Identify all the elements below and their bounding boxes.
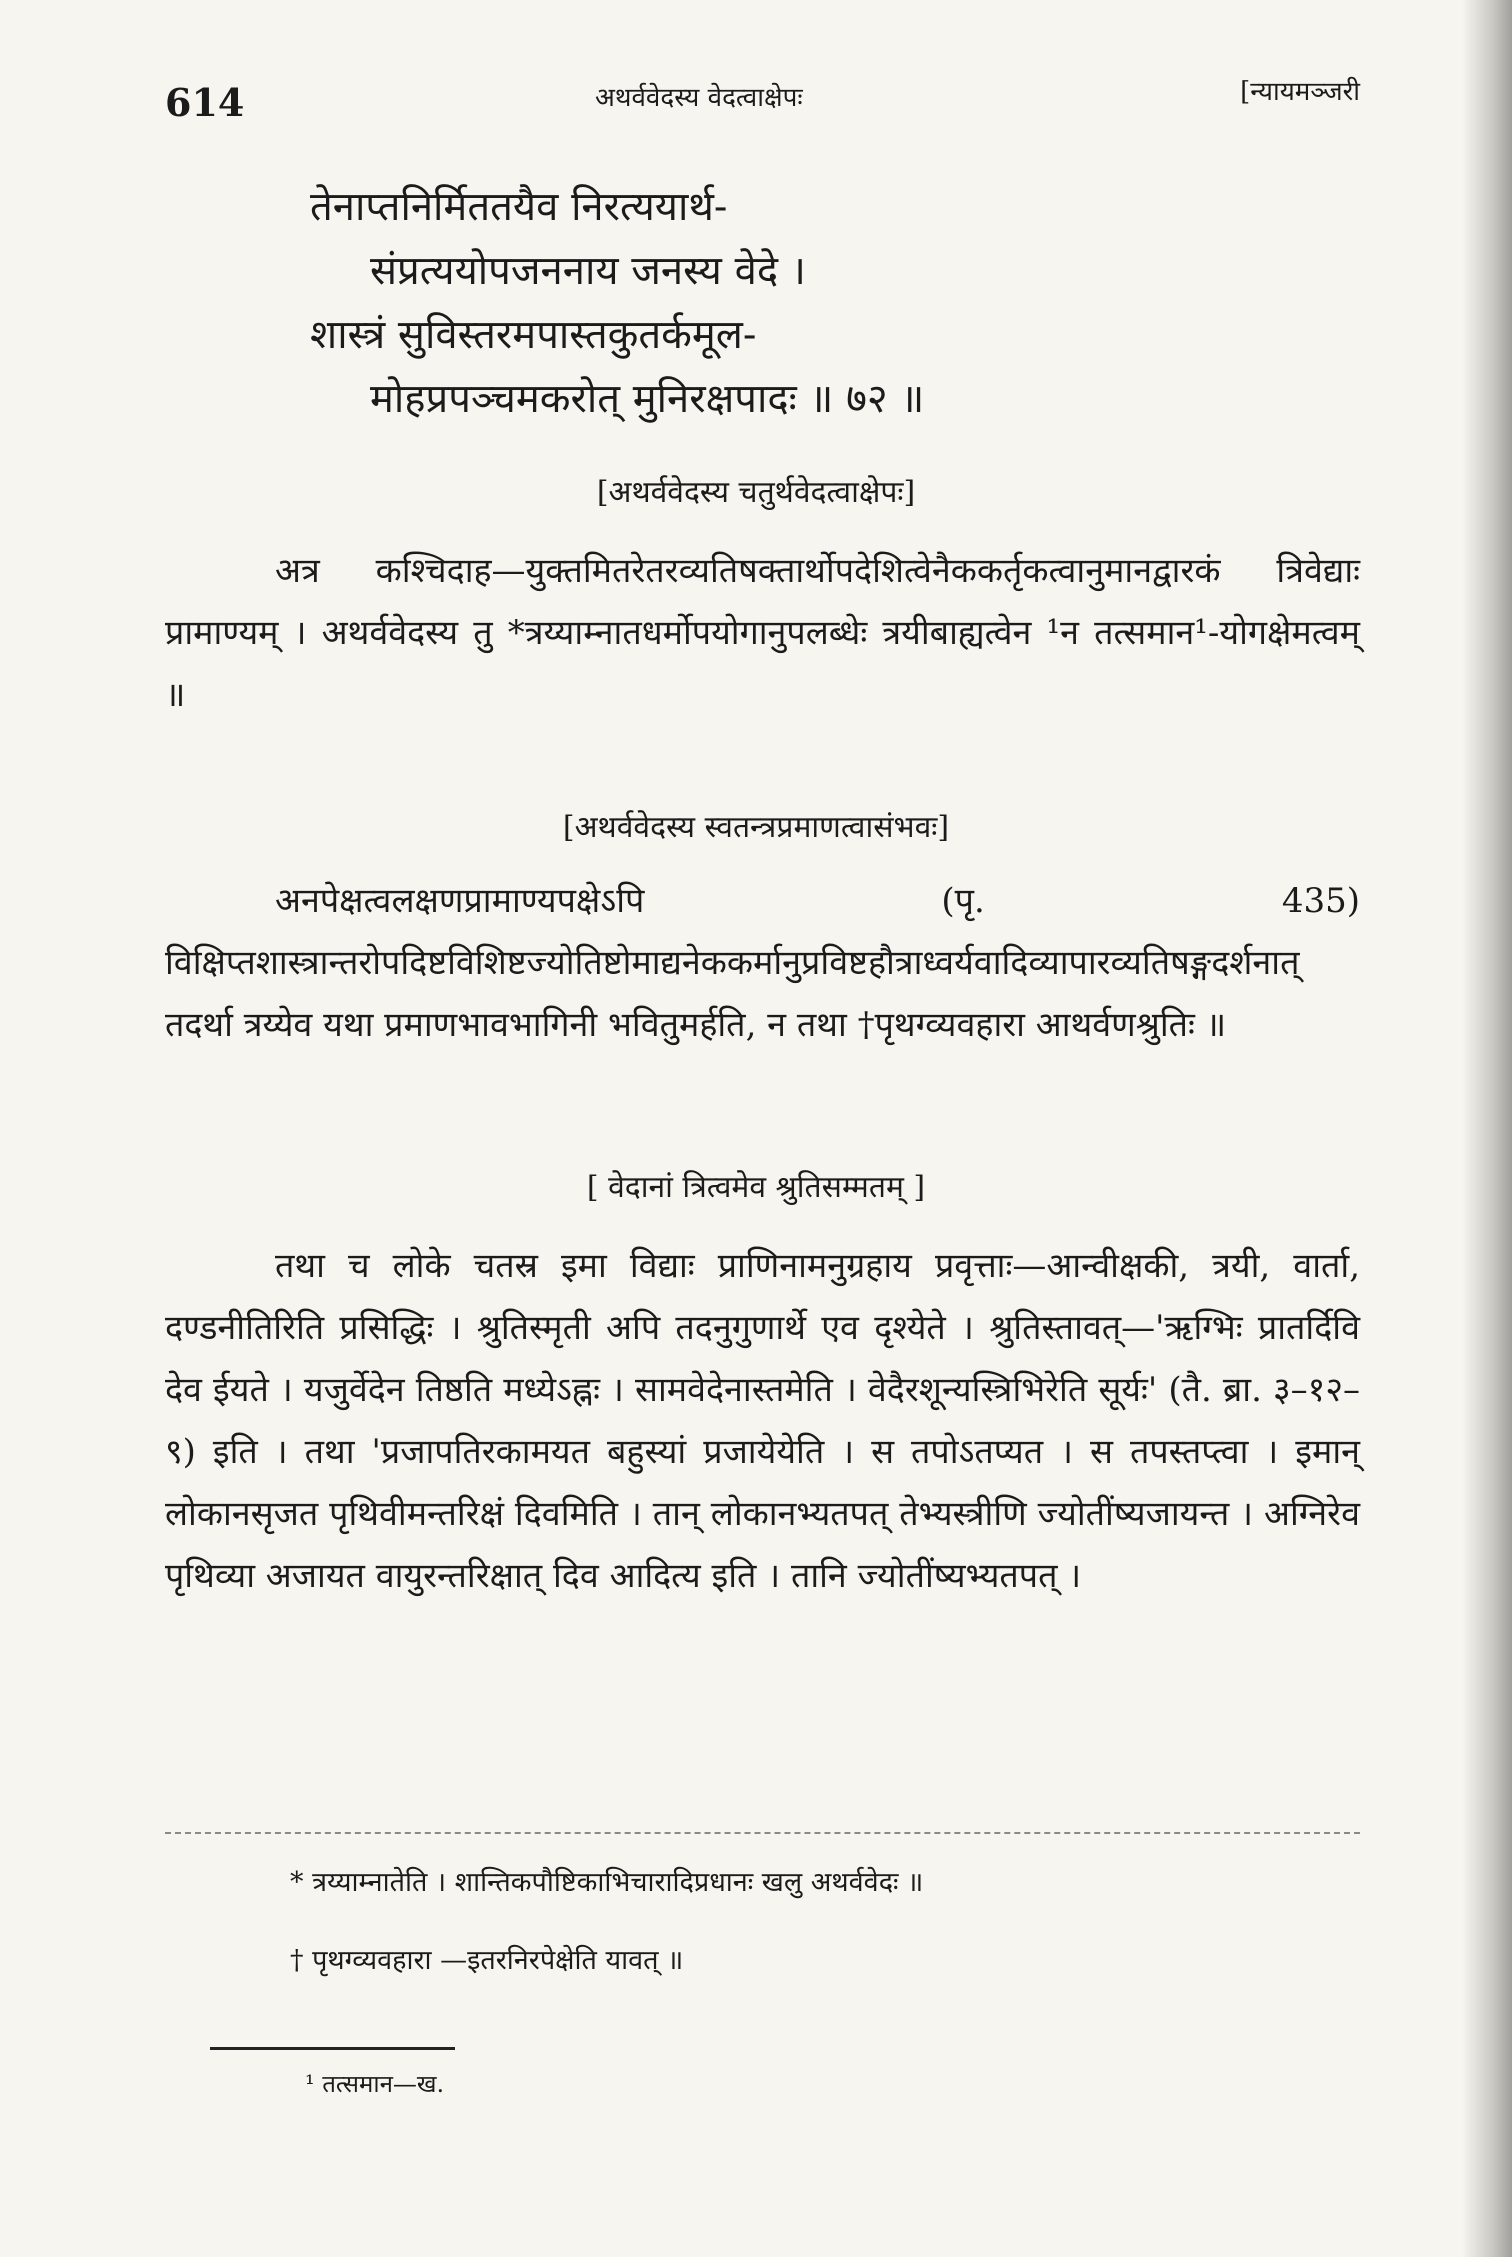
paragraph-text: अत्र कश्चिदाह—युक्तमितरेतरव्यतिषक्तार्थोपदेशित्वेनैककर्तृकत्वानुमानद्वारकं त्रिवेद्याः प्रामाण्यम् । अथर्ववेदस्य तु *त्रय्याम्नातधर्मोपयोगानुपलब्धेः त्रयीबाह्यत्वेन ¹न तत्समान¹-योगक्षेमत्वम् ॥ xyxy=(165,551,1360,715)
paragraph-text: तथा च लोके चतस्र इमा विद्याः प्राणिनामनुग्रहाय प्रवृत्ताः—आन्वीक्षकी, त्रयी, वार्ता, दण्डनीतिरिति प्रसिद्धिः । श्रुतिस्मृती अपि तदनुगुणार्थे एव दृश्येते । श्रुतिस्तावत्—'ऋग्भिः प्रातर्दिवि देव ईयते । यजुर्वेदेन तिष्ठति मध्येऽह्नः । सामवेदेनास्तमेति । वेदैरशून्यस्त्रिभिरेति सूर्यः' (तै. ब्रा. ३–१२–९) इति । तथा 'प्रजापतिरकामयत बहुस्यां प्रजायेयेति । स तपोऽतप्यत । स तपस्तप्त्वा । इमान् लोकानसृजत पृथिवीमन्तरिक्षं दिवमिति । तान् लोकानभ्यतपत् तेभ्यस्त्रीणि ज्योतींष्यजायन्त । अग्निरेव पृथिव्या अजायत वायुरन्तरिक्षात् दिव आदित्य इति । तानि ज्योतींष्यभ्यतपत् । xyxy=(165,1246,1360,1596)
footnote-rule xyxy=(210,2047,455,2050)
section-heading: [ वेदानां त्रित्वमेव श्रुतिसम्मतम् ] xyxy=(586,1170,926,1205)
verse-line: संप्रत्ययोपजननाय जनस्य वेदे । xyxy=(370,248,806,294)
section-heading: [अथर्ववेदस्य स्वतन्त्रप्रमाणत्वासंभवः] xyxy=(562,810,950,845)
section-heading: [अथर्ववेदस्य चतुर्थवेदत्वाक्षेपः] xyxy=(596,475,916,510)
verse-line: तेनाप्तनिर्मिततयैव निरत्ययार्थ- xyxy=(310,184,728,230)
footnote-numbered: ¹ तत्समान—ख. xyxy=(305,2070,445,2098)
verse-line: मोहप्रपञ्चमकरोत् मुनिरक्षपादः ॥ ७२ ॥ xyxy=(370,376,925,422)
paragraph xyxy=(165,1235,1360,1607)
verse-block xyxy=(310,175,1360,431)
page-number: 614 xyxy=(165,80,245,125)
binding-shadow xyxy=(1462,0,1512,2257)
footnote-dagger: † पृथग्व्यवहारा —इतरनिरपेक्षेति यावत् ॥ xyxy=(290,1945,684,1976)
paragraph xyxy=(165,540,1360,726)
section-tag: [न्यायमञ्जरी xyxy=(1240,77,1360,107)
footnote-divider xyxy=(165,1832,1360,1834)
running-title: अथर्ववेदस्य वेदत्वाक्षेपः xyxy=(595,83,803,113)
page-header xyxy=(165,70,1360,130)
paragraph xyxy=(165,870,1360,1056)
verse-line: शास्त्रं सुविस्तरमपास्तकुतर्कमूल- xyxy=(310,312,757,358)
paragraph-text: अनपेक्षत्वलक्षणप्रामाण्यपक्षेऽपि (पृ. 435) विक्षिप्तशास्त्रान्तरोपदिष्टविशिष्टज्योतिष्टोमाद्यनेककर्मानुप्रविष्टहौत्राध्वर्यवादिव्यापारव्यतिषङ्गदर्शनात् तदर्था त्रय्येव यथा प्रमाणभावभागिनी भवितुमर्हति, न तथा †पृथग्व्यवहारा आथर्वणश्रुतिः ॥ xyxy=(165,881,1360,1045)
footnote-star: * त्रय्याम्नातेति । शान्तिकपौष्टिकाभिचारादिप्रधानः खलु अथर्ववेदः ॥ xyxy=(290,1867,924,1898)
